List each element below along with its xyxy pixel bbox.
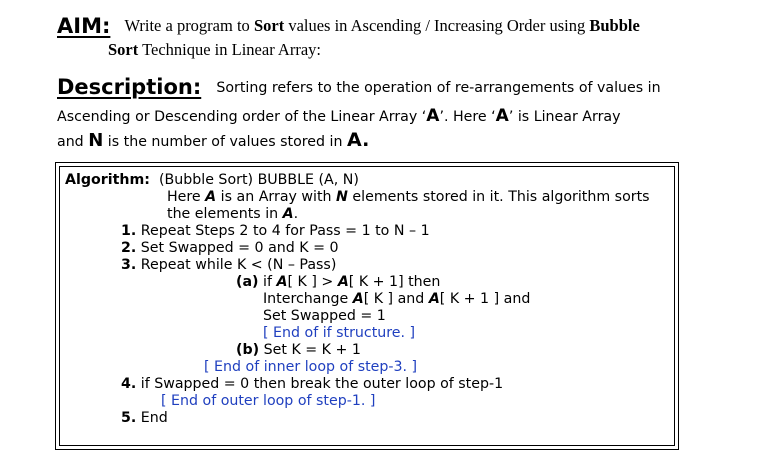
description-text-2-prefix: Ascending or Descending order of the Linear Array (57, 109, 422, 125)
aim-sort-word: Sort (253, 16, 285, 35)
quote-open-1: ‘ (421, 109, 427, 125)
description-text-3-prefix: and (57, 134, 89, 150)
set-swapped-line: Set Swapped = 1 (263, 308, 386, 324)
aim-bubble-word: Bubble (589, 16, 640, 35)
interchange-array-A-2: A (428, 291, 440, 307)
step-3-number: 3. (121, 257, 137, 273)
step-5-text: End (140, 410, 168, 426)
step-5-number: 5. (121, 410, 137, 426)
intro-2-prefix: the elements in (167, 206, 283, 222)
description-text-3-middle: is the number of values stored in (103, 134, 347, 150)
description-period: . (362, 129, 370, 151)
aim-text-middle: values in Ascending / Increasing Order using (284, 16, 590, 35)
step-1 (121, 223, 430, 240)
step-3a-array-A: A (276, 274, 288, 290)
aim-text-line-1 (124, 16, 639, 35)
aim-text-prefix: Write a program to (124, 16, 254, 35)
step-1-number: 1. (121, 223, 137, 239)
step-3a-label: (a) (236, 274, 259, 290)
intro-count-N: N (336, 189, 348, 205)
aim-text-rest: Technique in Linear Array: (138, 40, 321, 59)
step-4-text: if Swapped = 0 then break the outer loop of step-1 (140, 376, 504, 392)
quote-open-2: ‘ (491, 109, 496, 125)
interchange-line (263, 291, 530, 308)
algorithm-label: Algorithm: (65, 172, 150, 188)
step-1-text: Repeat Steps 2 to 4 for Pass = 1 to N – 1 (140, 223, 430, 239)
intro-array-A-2: A (282, 206, 294, 222)
step-3a-middle: [ K ] > (287, 274, 338, 290)
description-line-2 (57, 106, 621, 126)
interchange-post: [ K + 1 ] and (439, 291, 531, 307)
step-3a-prefix: if (258, 274, 277, 290)
aim-heading: AIM: (57, 14, 111, 38)
intro-1-prefix: Here (167, 189, 206, 205)
step-3a-array-A-2: A (337, 274, 349, 290)
interchange-prefix: Interchange (263, 291, 353, 307)
end-if-comment: [ End of if structure. ] (263, 325, 416, 341)
intro-2-post: . (293, 206, 299, 222)
step-3 (121, 257, 336, 274)
description-text-2-middle: ’. Here (439, 109, 492, 125)
array-name-A: A (426, 106, 440, 126)
step-3a (236, 274, 440, 291)
description-text-1: Sorting refers to the operation of re-arrangements of values in (216, 80, 661, 96)
intro-array-A: A (205, 189, 217, 205)
description-heading: Description: (57, 75, 202, 99)
algorithm-box (55, 162, 679, 450)
description-text-2-post: ’ is Linear Array (508, 109, 621, 125)
step-5 (121, 410, 168, 427)
step-3b-text: Set K = K + 1 (259, 342, 361, 358)
step-3b-label: (b) (236, 342, 260, 358)
step-2-number: 2. (121, 240, 137, 256)
step-4-number: 4. (121, 376, 137, 392)
interchange-middle: [ K ] and (363, 291, 429, 307)
algorithm-intro-line-1 (167, 189, 650, 206)
step-2-text: Set Swapped = 0 and K = 0 (140, 240, 339, 256)
description-line-3 (57, 129, 369, 151)
aim-line-2 (108, 40, 321, 60)
intro-1-post: elements stored in it. This algorithm sorts (347, 189, 650, 205)
aim-sort-word-2: Sort (108, 40, 139, 59)
algorithm-title: (Bubble Sort) BUBBLE (A, N) (158, 172, 359, 188)
step-4 (121, 376, 503, 393)
description-line-1 (57, 75, 661, 99)
array-name-A-2: A (495, 106, 509, 126)
intro-1-middle: is an Array with (216, 189, 337, 205)
step-3a-post: [ K + 1] then (348, 274, 441, 290)
algorithm-intro-line-2 (167, 206, 298, 223)
interchange-array-A: A (352, 291, 364, 307)
step-2 (121, 240, 339, 257)
aim-line-1 (57, 14, 640, 38)
end-inner-loop-comment: [ End of inner loop of step-3. ] (204, 359, 418, 375)
end-outer-loop-comment: [ End of outer loop of step-1. ] (161, 393, 376, 409)
step-3b (236, 342, 361, 359)
step-3-text: Repeat while K < (N – Pass) (140, 257, 337, 273)
algorithm-header-line (65, 172, 359, 189)
array-name-A-3: A (347, 129, 363, 151)
count-name-N: N (88, 130, 104, 151)
